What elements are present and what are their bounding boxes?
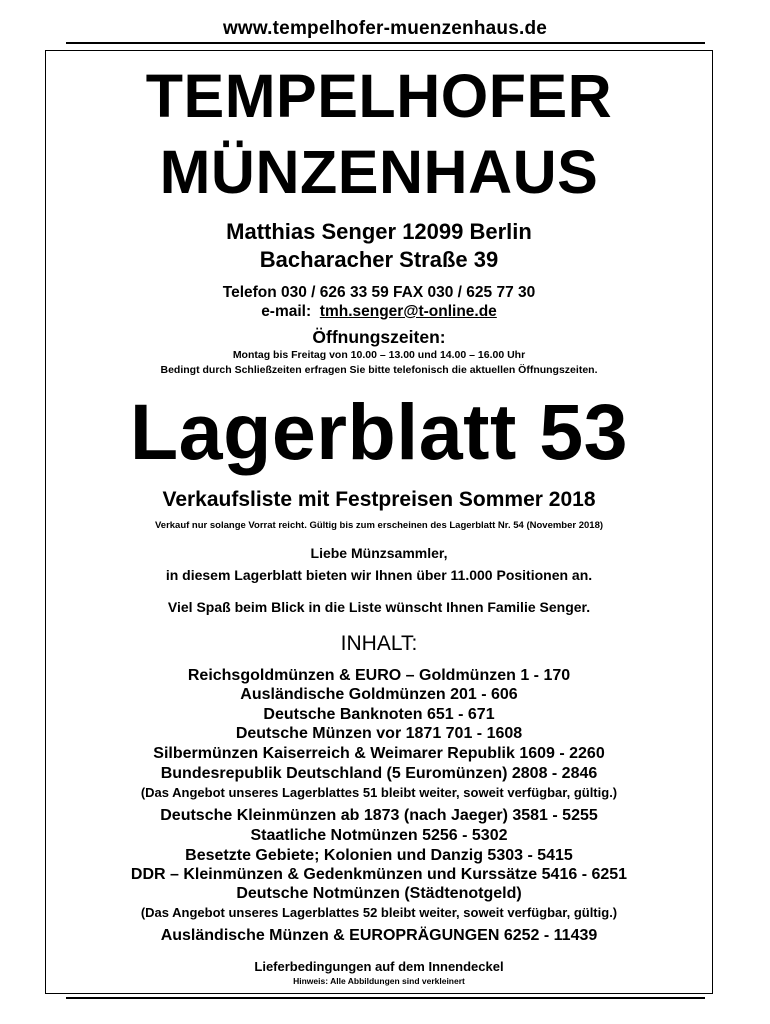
- hours-note: Bedingt durch Schließzeiten erfragen Sie bitte telefonisch die aktuellen Öffnungszeiten.: [160, 364, 598, 376]
- street-address: Bacharacher Straße 39: [259, 247, 499, 272]
- email-link[interactable]: tmh.senger@t-online.de: [319, 303, 497, 320]
- greeting-line1: Liebe Münzsammler,: [310, 545, 448, 561]
- toc-item: Staatliche Notmünzen 5256 - 5302: [250, 827, 508, 844]
- toc-note: (Das Angebot unseres Lagerblattes 51 bleibt weiter, soweit verfügbar, gültig.): [140, 785, 618, 800]
- greeting-line2: in diesem Lagerblatt bieten wir Ihnen über 11.000 Positionen an.: [165, 567, 593, 583]
- toc-item: Deutsche Kleinmünzen ab 1873 (nach Jaeger) 3581 - 5255: [160, 807, 598, 824]
- shop-name-line1: TEMPELHOFER: [145, 62, 613, 130]
- toc-item: Deutsche Münzen vor 1871 701 - 1608: [235, 725, 523, 742]
- catalog-validity: Verkauf nur solange Vorrat reicht. Gültig bis zum erscheinen des Lagerblatt Nr. 54 (November 2018): [154, 520, 604, 531]
- email-label: e-mail:: [261, 303, 312, 320]
- toc-item: Besetzte Gebiete; Kolonien und Danzig 5303 - 5415: [185, 847, 573, 864]
- toc-item: Deutsche Notmünzen (Städtenotgeld): [236, 885, 522, 902]
- toc-item: Silbermünzen Kaiserreich & Weimarer Republik 1609 - 2260: [153, 745, 605, 762]
- toc-item: Bundesrepublik Deutschland (5 Euromünzen) 2808 - 2846: [160, 765, 598, 782]
- toc-item: Reichsgoldmünzen & EURO – Goldmünzen 1 - 170: [187, 667, 571, 684]
- hours-weekdays: Montag bis Freitag von 10.00 – 13.00 und 14.00 – 16.00 Uhr: [232, 349, 526, 361]
- catalog-title: Lagerblatt 53: [129, 387, 629, 476]
- toc-item: Ausländische Goldmünzen 201 - 606: [240, 686, 518, 703]
- owner-city: Matthias Senger 12099 Berlin: [226, 219, 532, 244]
- toc-item: Ausländische Münzen & EUROPRÄGUNGEN 6252 - 11439: [160, 927, 598, 944]
- top-rule: [66, 42, 705, 44]
- toc-item: DDR – Kleinmünzen & Gedenkmünzen und Kurssätze 5416 - 6251: [130, 866, 628, 883]
- contents-title: INHALT:: [340, 632, 418, 655]
- hours-title: Öffnungszeiten:: [312, 327, 446, 347]
- toc-note: (Das Angebot unseres Lagerblattes 52 bleibt weiter, soweit verfügbar, gültig.): [140, 905, 618, 920]
- greeting-line3: Viel Spaß beim Blick in die Liste wünscht Ihnen Familie Senger.: [167, 599, 591, 615]
- phone-fax: Telefon 030 / 626 33 59 FAX 030 / 625 77 30: [222, 284, 536, 301]
- image-hint: Hinweis: Alle Abbildungen sind verkleinert: [293, 976, 465, 986]
- toc-item: Deutsche Banknoten 651 - 671: [263, 706, 495, 723]
- website-url[interactable]: www.tempelhofer-muenzenhaus.de: [222, 18, 548, 39]
- catalog-subtitle: Verkaufsliste mit Festpreisen Sommer 2018: [162, 488, 596, 511]
- email-line: [45, 302, 713, 321]
- bottom-rule: [66, 997, 705, 999]
- delivery-terms: Lieferbedingungen auf dem Innendeckel: [254, 959, 504, 974]
- shop-name-line2: MÜNZENHAUS: [159, 138, 599, 206]
